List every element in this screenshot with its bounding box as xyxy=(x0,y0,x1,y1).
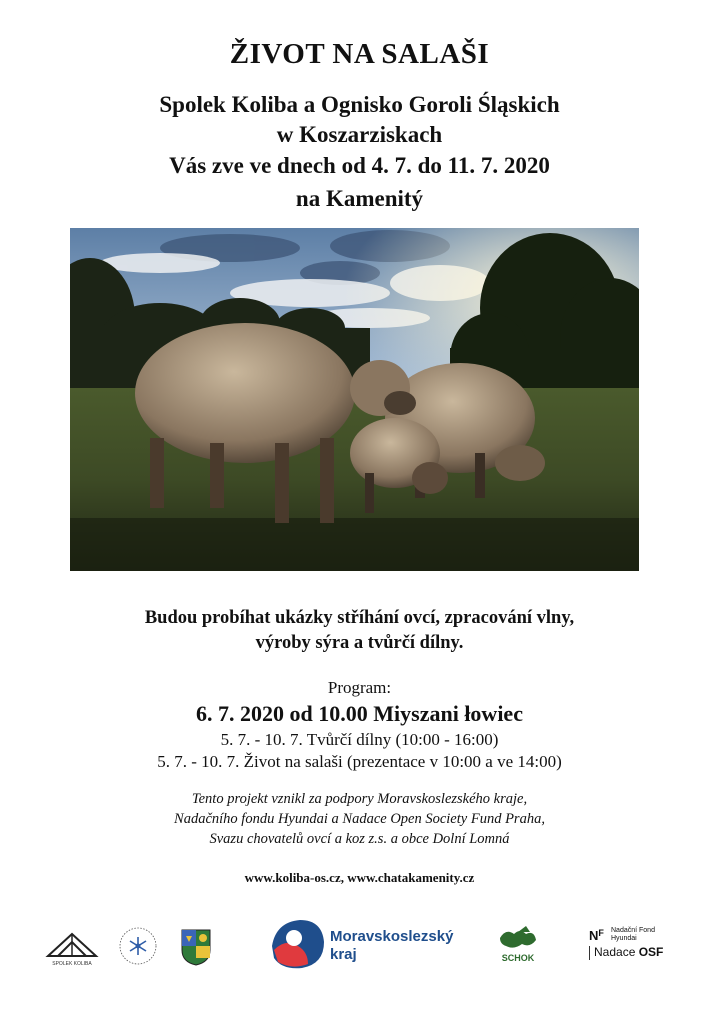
schok-logo xyxy=(496,924,540,968)
schok-label: SCHOK xyxy=(501,953,535,963)
msk-name-line-1: Moravskoslezský xyxy=(330,928,454,945)
nf-name-line-1: Nadační Fond xyxy=(611,927,655,934)
nadace-text: Nadace xyxy=(594,945,636,959)
coat-of-arms-icon xyxy=(180,928,212,966)
activities-line-1: Budou probíhat ukázky stříhání ovcí, zpracování vlny, xyxy=(144,608,575,628)
program-label: Program: xyxy=(327,678,392,697)
program-item: 5. 7. - 10. 7. Život na salaši (prezentace v 10:00 a ve 14:00) xyxy=(157,752,562,771)
program-item: 5. 7. - 10. 7. Tvůrčí dílny (10:00 - 16:00) xyxy=(220,730,499,749)
website-links: www.koliba-os.cz, www.chatakamenity.cz xyxy=(244,870,475,885)
osf-text: OSF xyxy=(638,945,664,959)
activities-line-2: výroby sýra a tvůrčí dílny. xyxy=(255,633,464,653)
event-place: na Kamenitý xyxy=(295,186,424,211)
organizer-name: Spolek Koliba a Ognisko Goroli Śląskich xyxy=(159,92,560,117)
organizer-location: w Koszarziskach xyxy=(276,122,443,147)
support-line-2: Nadačního fondu Hyundai a Nadace Open Society Fund Praha, xyxy=(174,811,545,827)
support-line-1: Tento projekt vznikl za podpory Moravskoslezského kraje, xyxy=(191,791,528,807)
event-dates: Vás zve ve dnech od 4. 7. do 11. 7. 2020 xyxy=(169,153,550,178)
nf-mark-icon: $N^F$ xyxy=(589,928,604,943)
page-title: ŽIVOT NA SALAŠI xyxy=(229,38,490,70)
nadace-osf-logo xyxy=(589,926,669,966)
svg-text:SPOLEK KOLIBA: SPOLEK KOLIBA xyxy=(52,961,92,967)
nf-name-line-2: Hyundai xyxy=(611,935,637,942)
moravskoslezsky-kraj-logo xyxy=(268,916,454,970)
nadace-label xyxy=(594,945,663,959)
divider xyxy=(589,946,590,960)
msk-name-line-2: kraj xyxy=(330,946,357,963)
sheep-photo xyxy=(70,228,639,571)
ognisko-logo xyxy=(118,926,158,966)
koliba-logo xyxy=(44,928,100,968)
program-main-event: 6. 7. 2020 od 10.00 Miyszani łowiec xyxy=(196,701,523,726)
support-line-3: Svazu chovatelů ovcí a koz z.s. a obce Dolní Lomná xyxy=(209,831,510,847)
